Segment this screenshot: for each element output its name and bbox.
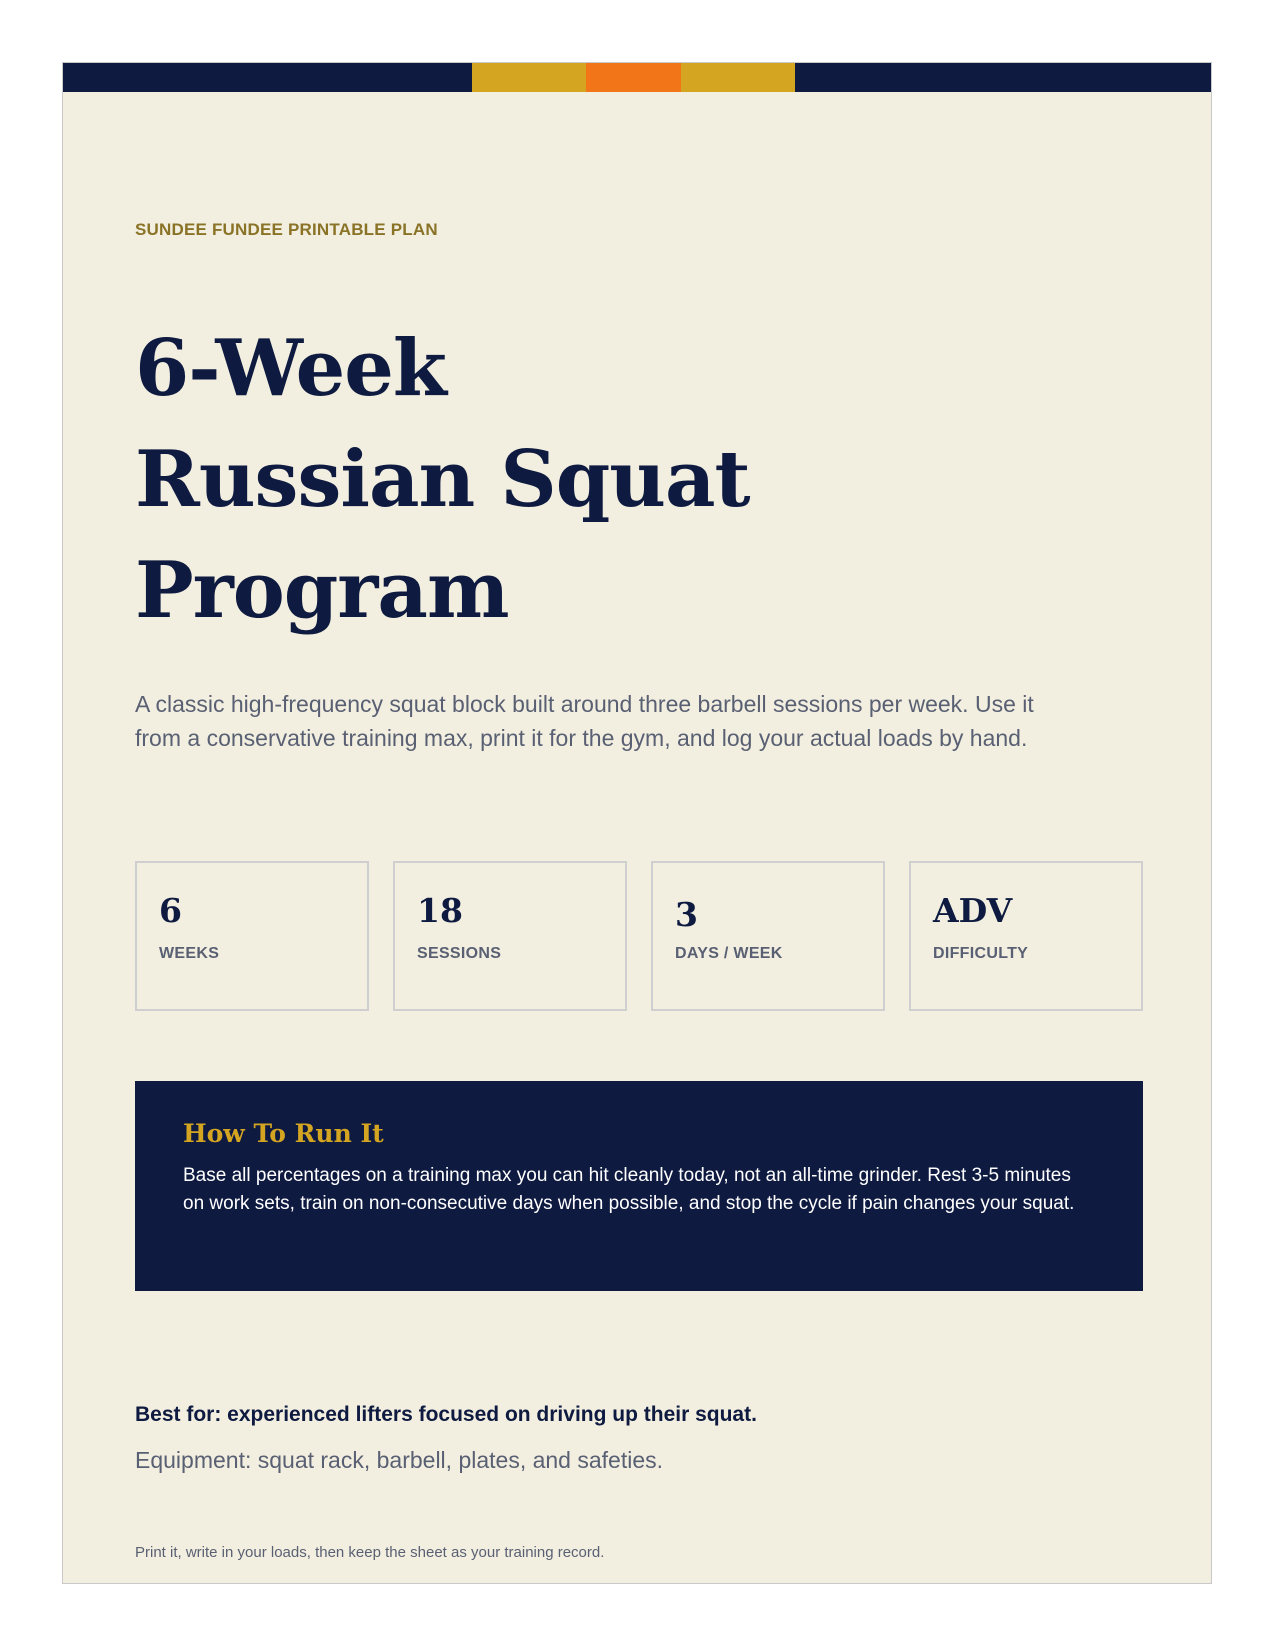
top-color-bar — [63, 63, 1211, 92]
stat-label: DAYS / WEEK — [675, 945, 783, 962]
equipment-line: Equipment: squat rack, barbell, plates, and safeties. — [135, 1447, 664, 1473]
how-to-run-panel — [135, 1081, 1143, 1291]
eyebrow-label: SUNDEE FUNDEE PRINTABLE PLAN — [135, 220, 438, 239]
top-bar-orange — [586, 63, 681, 92]
stat-value: 6 — [159, 891, 182, 930]
best-for-line: Best for: experienced lifters focused on driving up their squat. — [135, 1403, 757, 1426]
stat-card-days-per-week — [651, 861, 885, 1011]
stat-label: DIFFICULTY — [933, 945, 1029, 962]
stat-label: WEEKS — [159, 945, 220, 962]
stat-value: ADV — [933, 891, 1013, 930]
top-bar-gold-left — [472, 63, 586, 92]
stat-value: 3 — [675, 895, 698, 934]
top-bar-navy-right — [795, 63, 1211, 92]
top-bar-navy-left — [63, 63, 472, 92]
stat-card-difficulty — [909, 861, 1143, 1011]
how-to-run-body: Base all percentages on a training max you can hit cleanly today, not an all-time grinder. Rest 3-5 minutes on work sets, train on non-consecutive days when possible, and stop the cycle if pain changes your squat. — [183, 1165, 1075, 1214]
how-to-run-heading: How To Run It — [183, 1119, 384, 1148]
page-title — [135, 313, 750, 646]
stat-label: SESSIONS — [417, 945, 502, 962]
title-line-1: 6-Week — [135, 323, 446, 414]
stats-row — [135, 861, 1143, 1011]
stat-card-weeks — [135, 861, 369, 1011]
top-bar-gold-right — [681, 63, 795, 92]
stat-value: 18 — [417, 891, 463, 930]
title-line-2: Russian Squat — [135, 434, 750, 525]
plan-sheet — [62, 62, 1212, 1584]
stat-card-sessions — [393, 861, 627, 1011]
title-line-3: Program — [135, 545, 509, 636]
footnote: Print it, write in your loads, then keep the sheet as your training record. — [135, 1544, 605, 1561]
intro-paragraph: A classic high-frequency squat block built around three barbell sessions per week. Use it from a conservative training max, print it for the gym, and log your actual loads by hand. — [135, 691, 1034, 751]
